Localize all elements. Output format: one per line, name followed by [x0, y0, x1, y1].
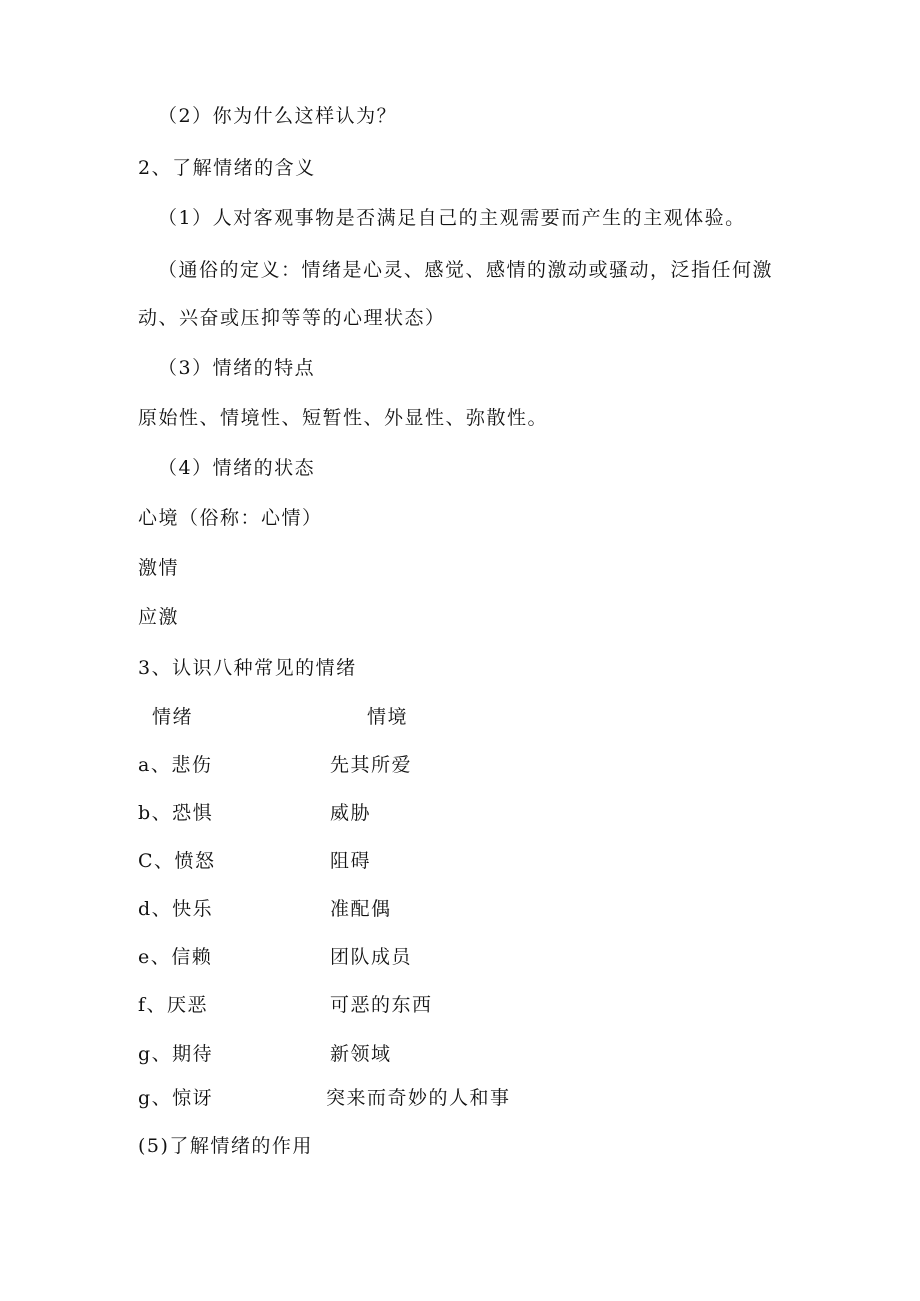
- section-5-heading: (5)了解情绪的作用: [138, 1135, 313, 1157]
- table-row-emotion: b、恐惧: [138, 802, 214, 824]
- table-row-emotion: g、期待: [138, 1043, 214, 1065]
- table-row-situation: 准配偶: [330, 898, 392, 920]
- question-2: （2）你为什么这样认为？: [158, 105, 398, 127]
- features-list: 原始性、情境性、短暂性、外显性、弥散性。: [138, 407, 549, 429]
- table-header-situation: 情境: [367, 706, 409, 728]
- section-3-heading: 3、认识八种常见的情绪: [138, 657, 357, 679]
- definition-popular-line-2: 动、兴奋或压抑等等的心理状态）: [138, 307, 446, 329]
- table-row-situation: 可恶的东西: [330, 994, 433, 1016]
- table-row-emotion: C、愤怒: [138, 850, 216, 872]
- state-mood: 心境（俗称：心情）: [138, 507, 323, 529]
- state-passion: 激情: [138, 557, 180, 579]
- table-row-situation: 新领域: [330, 1043, 392, 1065]
- table-row-situation: 阻碍: [330, 850, 372, 872]
- table-header-emotion: 情绪: [152, 706, 194, 728]
- table-row-emotion: e、信赖: [138, 946, 213, 968]
- definition-1: （1）人对客观事物是否满足自己的主观需要而产生的主观体验。: [158, 207, 746, 229]
- state-stress: 应激: [138, 606, 180, 628]
- table-row-emotion: g、惊讶: [138, 1087, 214, 1109]
- features-heading: （3）情绪的特点: [158, 357, 316, 379]
- table-row-situation: 团队成员: [330, 946, 413, 968]
- section-2-heading: 2、了解情绪的含义: [138, 157, 316, 179]
- table-row-emotion: d、快乐: [138, 898, 214, 920]
- table-row-emotion: a、悲伤: [138, 754, 213, 776]
- definition-popular-line-1: （通俗的定义：情绪是心灵、感觉、感情的激动或骚动，泛指任何激: [158, 259, 774, 281]
- table-row-situation: 突来而奇妙的人和事: [326, 1087, 511, 1109]
- states-heading: （4）情绪的状态: [158, 457, 316, 479]
- table-row-emotion: f、厌恶: [138, 994, 209, 1016]
- table-row-situation: 先其所爱: [330, 754, 413, 776]
- table-row-situation: 威胁: [330, 802, 372, 824]
